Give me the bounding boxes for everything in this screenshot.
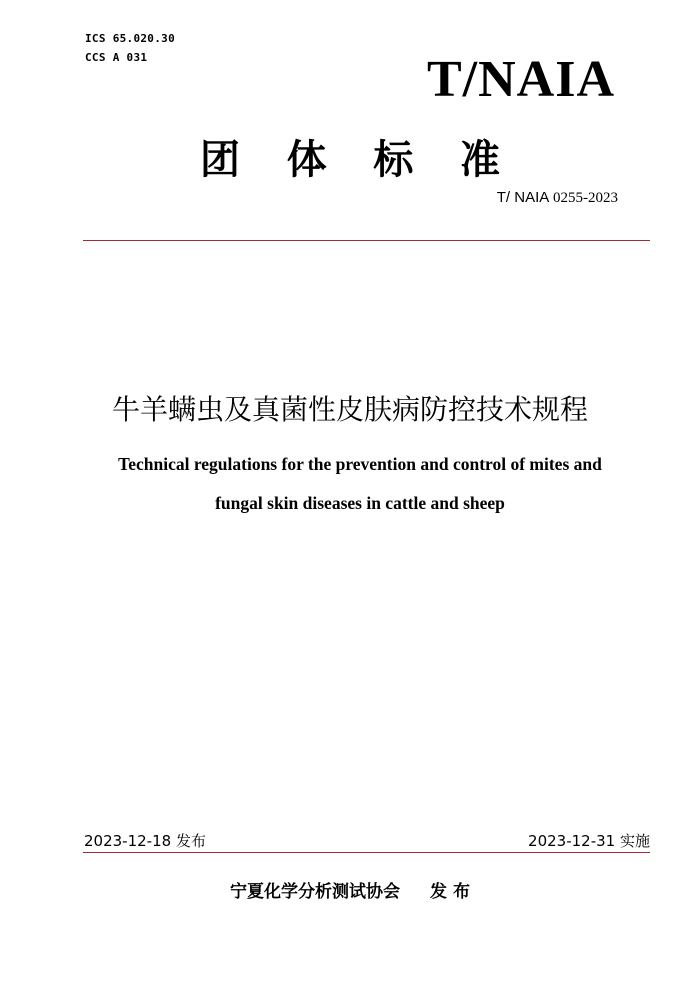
doc-type-char: 体 [286, 137, 327, 183]
ics-code: ICS 65.020.30 [85, 32, 175, 45]
standard-brand-logo: T/NAIA [426, 51, 615, 108]
standard-number-code: 0255-2023 [553, 190, 618, 206]
ccs-code: CCS A 031 [85, 51, 148, 64]
standard-number [380, 189, 618, 207]
publisher-action: 发 布 [430, 882, 470, 902]
top-divider [83, 240, 650, 241]
publisher-line [100, 881, 600, 903]
chinese-title: 牛羊螨虫及真菌性皮肤病防控技术规程 [111, 393, 588, 426]
issue-date: 2023-12-18 发布 [84, 832, 206, 850]
document-type-heading [200, 136, 500, 184]
publisher-name: 宁夏化学分析测试协会 [230, 882, 401, 902]
doc-type-char: 团 [200, 137, 240, 183]
bottom-divider [83, 852, 650, 853]
doc-type-char: 标 [373, 137, 414, 183]
english-title-line-2: fungal skin diseases in cattle and sheep [215, 493, 505, 513]
implementation-date: 2023-12-31 实施 [528, 832, 650, 850]
standard-number-prefix: T/ NAIA [496, 189, 550, 206]
doc-type-char: 准 [459, 137, 500, 183]
english-title-line-1: Technical regulations for the prevention and control of mites and [118, 454, 602, 474]
